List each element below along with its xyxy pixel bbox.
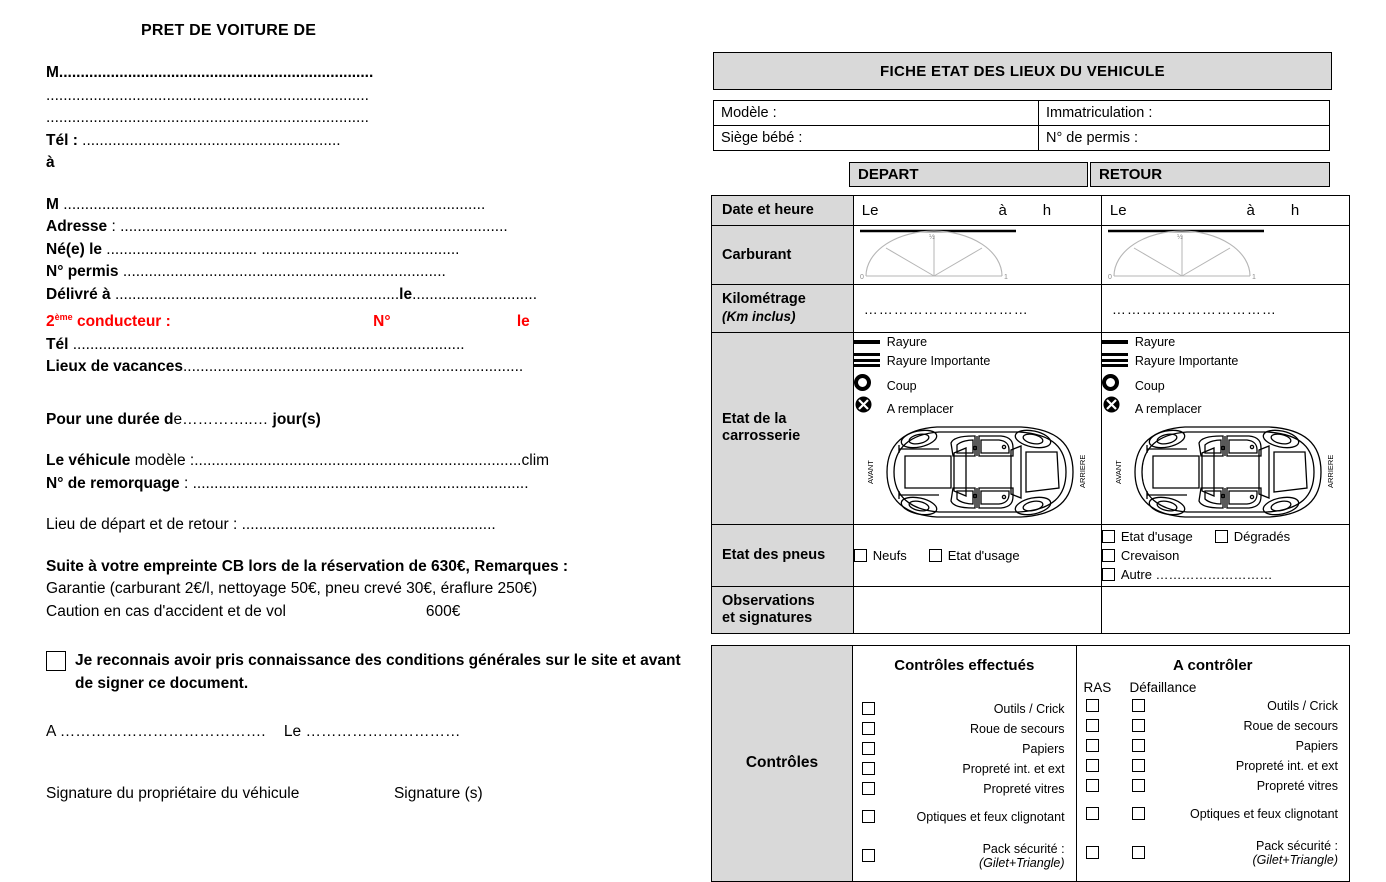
acknowledgement-checkbox[interactable] <box>46 651 66 671</box>
controls-done-list <box>854 702 1075 880</box>
fuel-gauge-icon <box>856 228 1046 284</box>
second-driver-line <box>46 306 691 334</box>
row-label-date: Date et heure <box>712 196 854 226</box>
car-rear-label: ARRIERE <box>1326 454 1336 488</box>
mileage-label: Kilométrage <box>722 291 806 307</box>
controls-tocheck-title: A contrôler <box>1173 656 1253 674</box>
second-driver-sup: ème <box>54 312 73 322</box>
borrower-name-line <box>46 194 691 217</box>
mileage-depart-cell[interactable] <box>853 285 1101 333</box>
vehicle-condition-sheet <box>711 52 1350 882</box>
fuel-depart-cell[interactable] <box>853 226 1101 285</box>
second-driver-phone-line <box>46 334 691 357</box>
checkbox-papiers[interactable] <box>862 742 875 755</box>
depart-retour-headers <box>849 162 1330 187</box>
legend-item-dent <box>854 374 962 391</box>
control-label: Propreté int. et ext <box>962 761 1065 776</box>
checkbox-degrades[interactable] <box>1215 530 1228 543</box>
borrower-name-label: M <box>46 195 59 213</box>
checkbox-proprete-int-ext[interactable] <box>862 762 875 775</box>
sheet-title: FICHE ETAT DES LIEUX DU VEHICULE <box>713 52 1332 90</box>
option-label: Dégradés <box>1233 528 1291 544</box>
legend-label: Coup <box>886 378 917 393</box>
list-item <box>854 722 1075 736</box>
option-label: Crevaison <box>1120 547 1180 563</box>
bodywork-retour-cell[interactable] <box>1101 333 1349 525</box>
row-label-mileage <box>712 285 854 333</box>
tyres-retour-options-row1 <box>1102 529 1349 544</box>
table-row <box>714 126 1330 151</box>
tyres-retour-options-row3 <box>1102 567 1349 582</box>
svg-text:½: ½ <box>1176 234 1183 241</box>
accident-deposit-amount: 600€ <box>425 602 461 620</box>
tyres-depart-cell[interactable] <box>853 524 1101 586</box>
controls-done-title: Contrôles effectués <box>894 656 1035 674</box>
checkbox-roue-secours[interactable] <box>862 722 875 735</box>
control-label: Pack sécurité : <box>982 841 1065 856</box>
car-rear-label: ARRIERE <box>1078 454 1088 488</box>
checkbox-ras-pack-securite[interactable] <box>1086 846 1099 859</box>
second-driver-phone-label: Tél <box>46 335 69 353</box>
table-row-controls <box>712 645 1350 881</box>
option-wrapper <box>929 548 1020 563</box>
control-label: Pack sécurité : <box>1256 838 1338 853</box>
deposit-terms-line: Suite à votre empreinte CB lors de la réservation de 630€, Remarques : <box>46 557 569 575</box>
place-date-line <box>46 723 691 741</box>
controls-table <box>711 645 1350 882</box>
legend-item-scratch <box>1102 335 1210 349</box>
checkbox-def-outils-crick[interactable] <box>1132 699 1145 712</box>
checkbox-wrapper <box>1078 699 1132 712</box>
vehicle-clim-label: clim <box>521 452 550 470</box>
table-row-bodywork <box>712 333 1350 525</box>
page-title: PRET DE VOITURE DE <box>141 22 317 39</box>
checkbox-wrapper <box>854 742 908 755</box>
fuel-gauge-retour[interactable] <box>1102 226 1349 284</box>
list-item <box>854 702 1075 716</box>
row-label-fuel: Carburant <box>712 226 854 285</box>
ring-icon <box>854 374 884 391</box>
holiday-place-line <box>46 356 691 379</box>
borrower-license-label: N° permis <box>46 263 119 280</box>
owner-phone-dots: ............................................................ <box>77 131 341 149</box>
list-item <box>1078 839 1348 867</box>
checkbox-wrapper <box>1078 759 1132 772</box>
table-row <box>714 101 1330 126</box>
second-driver-phone-dots: ........................................................................................... <box>68 335 465 353</box>
checkbox-wrapper <box>1078 739 1132 752</box>
observations-label-line1: Observations <box>722 592 815 609</box>
triple-line-icon <box>1102 353 1132 370</box>
date-label: Le <box>283 723 302 741</box>
borrower-issued-label: Délivré à <box>46 285 111 303</box>
checkbox-ras-outils-crick[interactable] <box>1086 699 1099 712</box>
borrower-issued-line <box>46 284 691 307</box>
legend-item-scratch <box>854 335 962 349</box>
towing-number-line <box>46 473 691 496</box>
controls-subheaders <box>1078 680 1348 695</box>
checkbox-wrapper <box>1132 807 1180 820</box>
svg-text:0: 0 <box>859 274 864 281</box>
checkbox-wrapper <box>854 849 908 862</box>
line-icon <box>1102 340 1132 344</box>
table-row-mileage <box>712 285 1350 333</box>
second-driver-number-label: N° <box>373 313 391 331</box>
car-front-label: AVANT <box>1114 459 1124 484</box>
legend-label: Rayure Importante <box>1134 354 1239 369</box>
legend-item-replace <box>1102 395 1242 414</box>
checkbox-wrapper <box>1132 759 1180 772</box>
checkbox-ras-papiers[interactable] <box>1086 739 1099 752</box>
option-label: Etat d'usage <box>947 547 1020 563</box>
checkbox-outils-crick[interactable] <box>862 702 875 715</box>
control-label: Outils / Crick <box>993 701 1065 716</box>
vehicle-model-dots: :............................................................................ <box>185 452 522 470</box>
column-header-retour: RETOUR <box>1090 162 1330 187</box>
baby-seat-field[interactable]: Siège bébé : <box>714 126 1039 151</box>
checkbox-def-proprete-vitres[interactable] <box>1132 779 1145 792</box>
svg-text:0: 0 <box>1107 274 1112 281</box>
checkbox-wrapper <box>854 782 908 795</box>
place-label: A <box>46 723 56 741</box>
checkbox-wrapper <box>1132 846 1180 859</box>
controls-done-cell[interactable] <box>853 645 1077 881</box>
checkbox-ras-proprete-vitres[interactable] <box>1086 779 1099 792</box>
checkbox-optiques-feux[interactable] <box>862 810 875 823</box>
tyres-depart-options <box>854 548 1101 563</box>
mileage-depart-dots: …………………………… <box>863 300 1029 317</box>
car-top-view-icon <box>1109 420 1341 524</box>
table-row-tyres <box>712 524 1350 586</box>
owner-name-line: M......................................................................... <box>46 64 374 81</box>
list-item <box>1078 699 1348 713</box>
second-driver-label: 2ème conducteur : <box>46 312 171 331</box>
borrower-birth-label: Né(e) le <box>46 240 102 258</box>
date-h-label: h <box>1290 202 1300 219</box>
vehicle-model-line <box>46 450 691 473</box>
pickup-place-line <box>46 514 691 537</box>
list-item <box>854 782 1075 796</box>
legend-label: Rayure Importante <box>886 354 991 369</box>
subheader-defaillance: Défaillance <box>1129 679 1197 695</box>
registration-field[interactable]: Immatriculation : <box>1039 101 1330 126</box>
duration-line <box>46 409 691 432</box>
checkbox-ras-roue-secours[interactable] <box>1086 719 1099 732</box>
list-item <box>1078 779 1348 793</box>
bodywork-label-line2: carrosserie <box>722 428 801 445</box>
svg-text:1: 1 <box>1003 274 1008 281</box>
observations-depart-cell[interactable] <box>853 586 1101 633</box>
row-label-tyres: Etat des pneus <box>712 524 854 586</box>
option-label: Neufs <box>872 547 907 563</box>
owner-a-label: à <box>46 154 55 171</box>
damage-legend <box>1102 333 1349 416</box>
date-le-label: Le <box>1109 202 1127 219</box>
loan-agreement-section <box>46 22 691 803</box>
borrower-name-dots: .................................................................................................. <box>58 195 486 213</box>
pickup-place-label: Lieu de départ et de retour : <box>46 516 238 534</box>
table-row-date <box>712 196 1350 226</box>
borrower-signature-label: Signature (s) <box>393 785 483 803</box>
row-label-observations <box>712 586 854 633</box>
control-label: Propreté vitres <box>983 781 1065 796</box>
control-label: Roue de secours <box>970 721 1065 736</box>
holiday-place-label: Lieux de vacances <box>46 358 183 376</box>
terms-acknowledgement[interactable] <box>46 649 691 695</box>
line-icon <box>854 340 884 344</box>
borrower-birth-line <box>46 239 691 262</box>
control-label: Papiers <box>1295 738 1338 753</box>
list-item <box>854 742 1075 756</box>
checkbox-wrapper <box>1078 846 1132 859</box>
control-label-wrapper <box>908 842 1075 870</box>
observations-retour-cell[interactable] <box>1101 586 1349 633</box>
list-item <box>1078 719 1348 733</box>
svg-text:1: 1 <box>1251 274 1256 281</box>
control-label: Roue de secours <box>1243 718 1338 733</box>
control-label: Outils / Crick <box>1267 698 1338 713</box>
checkbox-pneus-usage[interactable] <box>929 549 942 562</box>
checkbox-wrapper <box>854 702 908 715</box>
holiday-place-dots: ............................................................................... <box>183 358 524 376</box>
borrower-issued-dots: .................................................................. <box>110 285 400 303</box>
legend-label: Rayure <box>1134 335 1176 349</box>
control-label: Papiers <box>1022 741 1065 756</box>
checkbox-wrapper <box>1078 719 1132 732</box>
checkbox-etat-usage[interactable] <box>1102 530 1115 543</box>
car-diagram-retour[interactable] <box>1102 420 1349 524</box>
list-item <box>1078 807 1348 821</box>
circle-x-icon <box>1102 395 1132 414</box>
checkbox-wrapper <box>1078 807 1132 820</box>
checkbox-wrapper <box>854 762 908 775</box>
condition-table <box>711 195 1350 634</box>
date-depart-cell[interactable] <box>853 196 1101 226</box>
checkbox-def-papiers[interactable] <box>1132 739 1145 752</box>
control-label: Optiques et feux clignotant <box>1189 806 1338 821</box>
legend-item-dent <box>1102 374 1210 391</box>
date-retour-line <box>1102 197 1349 225</box>
controls-tocheck-cell[interactable] <box>1076 645 1349 881</box>
towing-number-label: N° de remorquage <box>46 474 180 492</box>
fuel-gauge-depart[interactable] <box>854 226 1101 284</box>
control-label-wrapper <box>1180 839 1348 867</box>
owner-address-line-2: ........................................................................... <box>46 86 369 104</box>
damage-legend <box>854 333 1101 416</box>
date-a-label: à <box>1246 202 1255 219</box>
borrower-address-label: Adresse <box>46 218 108 235</box>
duration-label: Pour une durée d <box>46 410 174 428</box>
checkbox-def-optiques-feux[interactable] <box>1132 807 1145 820</box>
owner-phone-label: Tél : <box>46 131 78 149</box>
date-a-label: à <box>998 202 1007 219</box>
legend-label: A remplacer <box>886 401 954 416</box>
control-label: Optiques et feux clignotant <box>916 809 1065 824</box>
car-front-label: AVANT <box>866 459 876 484</box>
accident-deposit-label: Caution en cas d'accident et de vol <box>46 602 286 620</box>
duration-unit: jour(s) <box>268 410 321 428</box>
vehicle-model-label: modèle <box>130 452 186 470</box>
checkbox-def-pack-securite[interactable] <box>1132 846 1145 859</box>
borrower-issued-le-dots: ............................. <box>412 285 537 303</box>
control-label: Propreté vitres <box>1256 778 1338 793</box>
option-label: Etat d'usage <box>1120 528 1193 544</box>
checkbox-wrapper <box>854 722 908 735</box>
model-field[interactable]: Modèle : <box>714 101 1039 126</box>
mileage-sub-label: (Km inclus) <box>722 309 796 324</box>
tyres-retour-options-row2 <box>1102 548 1349 563</box>
list-item <box>854 762 1075 776</box>
checkbox-pack-securite[interactable] <box>862 849 875 862</box>
column-header-depart: DEPART <box>849 162 1088 187</box>
owner-address-line-3: ........................................................................... <box>46 109 369 126</box>
checkbox-ras-optiques-feux[interactable] <box>1086 807 1099 820</box>
checkbox-crevaison[interactable] <box>1102 549 1115 562</box>
checkbox-ras-proprete-int-ext[interactable] <box>1086 759 1099 772</box>
ring-icon <box>1102 374 1132 391</box>
towing-number-dots: : .............................................................................. <box>179 474 529 492</box>
bodywork-label-line1: Etat de la <box>722 411 787 428</box>
observations-label-line2: et signatures <box>722 609 813 626</box>
mileage-retour-cell[interactable] <box>1101 285 1349 333</box>
legend-label: Coup <box>1134 378 1165 393</box>
control-label: Propreté int. et ext <box>1235 758 1338 773</box>
control-sub-label: (Gilet+Triangle) <box>978 855 1065 870</box>
checkbox-def-proprete-int-ext[interactable] <box>1132 759 1145 772</box>
option-wrapper <box>1215 529 1290 544</box>
date-le-label: Le <box>861 202 879 219</box>
vehicle-label: Le véhicule <box>46 452 131 470</box>
checkbox-wrapper <box>854 810 908 823</box>
car-top-view-icon <box>861 420 1093 524</box>
fuel-retour-cell[interactable] <box>1101 226 1349 285</box>
borrower-license-line <box>46 261 691 284</box>
date-dots: ………………………… <box>301 723 461 741</box>
svg-text:½: ½ <box>928 234 935 241</box>
tyres-retour-cell[interactable] <box>1101 524 1349 586</box>
license-number-field[interactable]: N° de permis : <box>1039 126 1330 151</box>
checkbox-pneus-neufs[interactable] <box>854 549 867 562</box>
table-row-observations <box>712 586 1350 633</box>
checkbox-wrapper <box>1132 739 1180 752</box>
list-item <box>854 842 1075 870</box>
subheader-ras: RAS <box>1083 679 1112 695</box>
row-label-controls: Contrôles <box>712 645 853 881</box>
borrower-address-dots: : .......................................................................................... <box>107 218 508 235</box>
row-label-bodywork <box>712 333 854 525</box>
checkbox-proprete-vitres[interactable] <box>862 782 875 795</box>
borrower-address-line <box>46 216 691 239</box>
table-row-fuel <box>712 226 1350 285</box>
legend-item-major-scratch <box>854 353 994 370</box>
owner-phone-line <box>46 130 691 153</box>
date-depart-line <box>854 197 1101 225</box>
checkbox-wrapper <box>1132 719 1180 732</box>
controls-tocheck-list <box>1078 699 1348 877</box>
acknowledgement-label: Je reconnais avoir pris connaissance des conditions générales sur le site et avant de signer ce document. <box>75 652 681 693</box>
legend-label: Rayure <box>886 335 928 349</box>
car-diagram-depart[interactable] <box>854 420 1101 524</box>
control-sub-label: (Gilet+Triangle) <box>1252 852 1338 867</box>
duration-label-tail: e <box>173 410 183 428</box>
checkbox-wrapper <box>1132 699 1180 712</box>
date-h-label: h <box>1042 202 1052 219</box>
triple-line-icon <box>854 353 884 370</box>
legend-item-major-scratch <box>1102 353 1242 370</box>
list-item <box>854 810 1075 824</box>
accident-deposit-line <box>46 601 691 624</box>
option-label: Autre ……………………… <box>1120 566 1273 582</box>
borrower-birth-dots: ................................... .............................................. <box>102 240 460 258</box>
place-dots: …………………………………. <box>55 723 266 741</box>
list-item <box>1078 739 1348 753</box>
vehicle-id-table <box>713 100 1330 151</box>
borrower-license-dots: ........................................................................... <box>118 263 446 280</box>
borrower-issued-le-label: le <box>399 285 413 303</box>
legend-label: A remplacer <box>1134 401 1202 416</box>
checkbox-wrapper <box>1132 779 1180 792</box>
warranty-terms-line: Garantie (carburant 2€/l, nettoyage 50€, pneu crevé 30€, éraflure 250€) <box>46 580 538 598</box>
owner-signature-label: Signature du propriétaire du véhicule <box>46 785 300 803</box>
pickup-place-dots: ........................................................... <box>237 516 496 534</box>
circle-x-icon <box>854 395 884 414</box>
duration-dots: …………..… <box>182 410 269 428</box>
checkbox-wrapper <box>1078 779 1132 792</box>
checkbox-def-roue-secours[interactable] <box>1132 719 1145 732</box>
second-driver-date-label: le <box>516 313 530 331</box>
legend-item-replace <box>854 395 994 414</box>
bodywork-depart-cell[interactable] <box>853 333 1101 525</box>
mileage-retour-dots: …………………………… <box>1111 300 1277 317</box>
fuel-gauge-icon <box>1104 228 1294 284</box>
signature-labels <box>46 785 691 803</box>
date-retour-cell[interactable] <box>1101 196 1349 226</box>
list-item <box>1078 759 1348 773</box>
checkbox-autre[interactable] <box>1102 568 1115 581</box>
